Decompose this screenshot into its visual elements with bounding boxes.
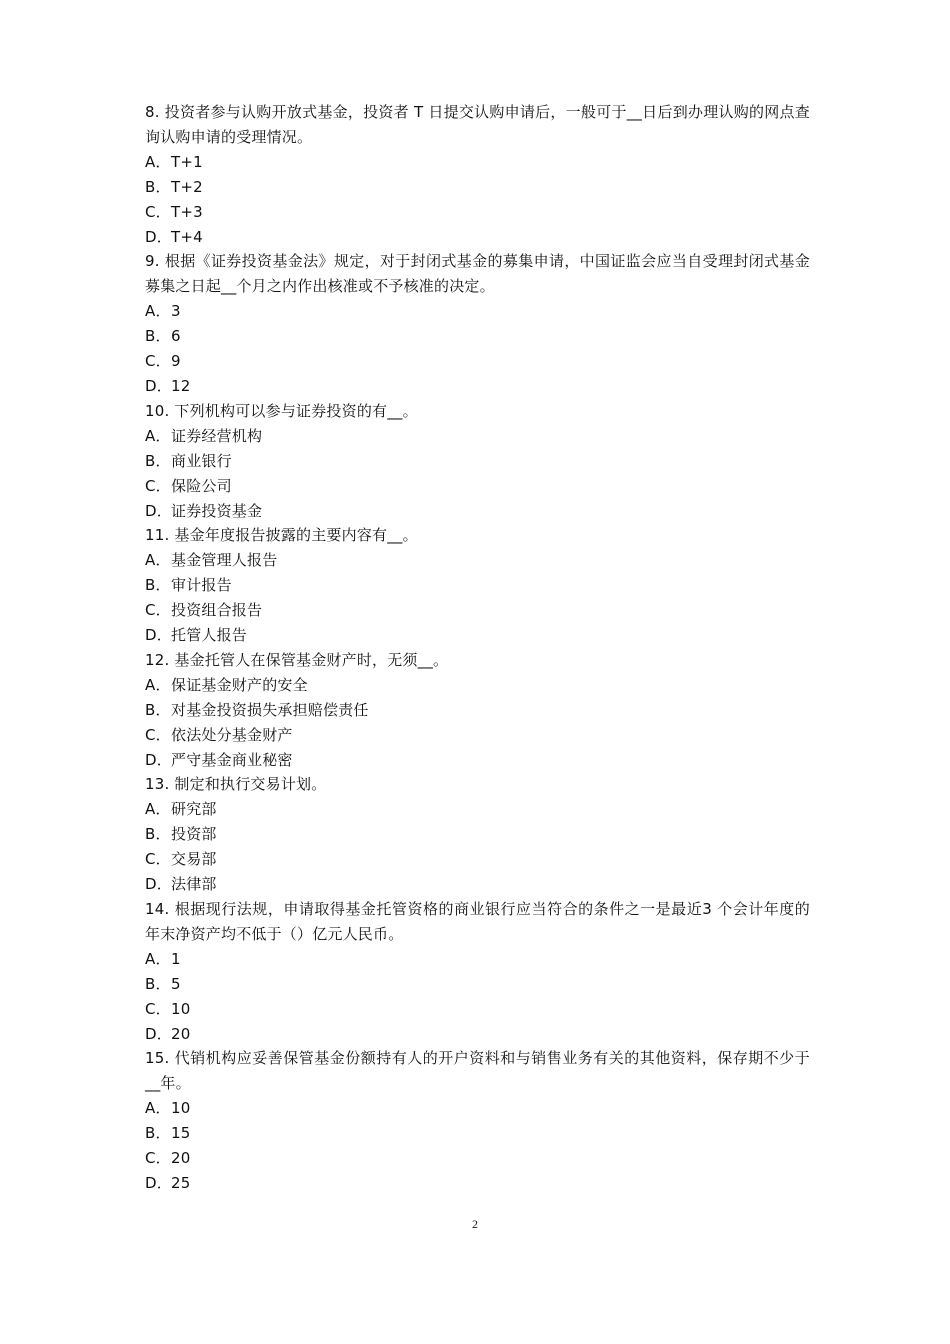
option-c (145, 200, 810, 225)
option-letter: A． (145, 426, 171, 445)
option-text: 20 (171, 1149, 191, 1168)
option-c (145, 1146, 810, 1171)
option-text: T+3 (171, 202, 203, 221)
option-letter: D． (145, 1173, 172, 1192)
option-d (145, 225, 810, 250)
option-b (145, 324, 810, 349)
option-letter: C． (145, 999, 171, 1018)
option-text: T+4 (171, 227, 203, 246)
option-b (145, 972, 810, 997)
question-stem: 14. 根据现行法规，申请取得基金托管资格的商业银行应当符合的条件之一是最近3 个会计年度的年末净资产均不低于（）亿元人民币。 (145, 900, 810, 943)
option-b (145, 698, 810, 723)
question-10 (145, 399, 810, 524)
option-letter: C． (145, 202, 171, 221)
option-c (145, 474, 810, 499)
question-stem: 15. 代销机构应妥善保管基金份额持有人的开户资料和与销售业务有关的其他资料，保存期不少于__年。 (145, 1049, 810, 1093)
option-a (145, 947, 810, 972)
option-c (145, 598, 810, 623)
option-letter: D． (145, 750, 172, 769)
option-text: 9 (171, 352, 181, 371)
option-text: 投资组合报告 (171, 601, 263, 620)
option-letter: C． (145, 601, 171, 620)
option-letter: A． (145, 675, 171, 694)
option-letter: D． (145, 875, 172, 894)
question-list (145, 100, 810, 1196)
option-text: 基金管理人报告 (171, 551, 278, 570)
question-12 (145, 648, 810, 773)
option-d (145, 623, 810, 648)
question-15 (145, 1046, 810, 1195)
option-letter: B． (145, 1124, 171, 1143)
option-b (145, 449, 810, 474)
option-text: 依法处分基金财产 (171, 725, 293, 744)
option-a (145, 424, 810, 449)
option-d (145, 1171, 810, 1196)
option-d (145, 748, 810, 773)
option-letter: A． (145, 152, 171, 171)
option-letter: B． (145, 576, 171, 595)
option-c (145, 349, 810, 374)
question-stem: 9. 根据《证券投资基金法》规定，对于封闭式基金的募集申请，中国证监会应当自受理封闭式基金募集之日起__个月之内作出核准或不予核准的决定。 (145, 252, 810, 296)
option-text: 3 (171, 302, 181, 321)
option-text: 保险公司 (171, 476, 232, 495)
option-letter: D． (145, 227, 172, 246)
question-9 (145, 249, 810, 398)
option-text: 证券经营机构 (171, 426, 263, 445)
option-text: 法律部 (171, 875, 217, 894)
option-text: T+2 (171, 177, 203, 196)
option-text: 投资部 (171, 825, 217, 844)
option-letter: A． (145, 1099, 171, 1118)
option-text: 商业银行 (171, 451, 232, 470)
option-letter: B． (145, 177, 171, 196)
question-stem: 8. 投资者参与认购开放式基金，投资者 T 日提交认购申请后，一般可于__日后到办理认购的网点查询认购申请的受理情况。 (145, 103, 810, 146)
option-letter: B． (145, 451, 171, 470)
option-text: 10 (171, 999, 191, 1018)
option-letter: B． (145, 825, 171, 844)
option-b (145, 573, 810, 598)
option-letter: C． (145, 725, 171, 744)
option-letter: A． (145, 551, 171, 570)
option-b (145, 1121, 810, 1146)
question-11 (145, 523, 810, 648)
option-text: 12 (171, 376, 191, 395)
option-a (145, 299, 810, 324)
option-text: 6 (171, 327, 181, 346)
option-letter: C． (145, 1149, 171, 1168)
option-letter: A． (145, 800, 171, 819)
option-d (145, 499, 810, 524)
option-a (145, 797, 810, 822)
option-text: 20 (171, 1024, 191, 1043)
question-14 (145, 897, 810, 1046)
option-c (145, 997, 810, 1022)
option-d (145, 374, 810, 399)
option-d (145, 1022, 810, 1047)
page-number: 2 (472, 1217, 478, 1231)
option-c (145, 723, 810, 748)
option-letter: B． (145, 974, 171, 993)
option-a (145, 673, 810, 698)
option-a (145, 548, 810, 573)
question-stem: 13. 制定和执行交易计划。 (145, 775, 327, 794)
option-letter: B． (145, 327, 171, 346)
option-text: 保证基金财产的安全 (171, 675, 308, 694)
option-letter: A． (145, 302, 171, 321)
option-text: 10 (171, 1099, 191, 1118)
option-a (145, 1096, 810, 1121)
option-letter: D． (145, 1024, 172, 1043)
option-letter: C． (145, 352, 171, 371)
option-letter: A． (145, 949, 171, 968)
option-letter: B． (145, 700, 171, 719)
option-d (145, 872, 810, 897)
option-text: T+1 (171, 152, 203, 171)
question-stem: 10. 下列机构可以参与证券投资的有__。 (145, 401, 418, 420)
option-text: 15 (171, 1124, 191, 1143)
option-letter: D． (145, 626, 172, 645)
question-8 (145, 100, 810, 249)
option-text: 对基金投资损失承担赔偿责任 (171, 700, 369, 719)
question-stem: 11. 基金年度报告披露的主要内容有__。 (145, 526, 418, 545)
option-text: 证券投资基金 (171, 501, 263, 520)
option-text: 交易部 (171, 850, 217, 869)
option-c (145, 847, 810, 872)
option-letter: D． (145, 376, 172, 395)
option-b (145, 822, 810, 847)
question-stem: 12. 基金托管人在保管基金财产时，无须__。 (145, 650, 449, 669)
option-b (145, 175, 810, 200)
question-13 (145, 772, 810, 897)
option-text: 研究部 (171, 800, 217, 819)
option-text: 1 (171, 949, 181, 968)
option-letter: C． (145, 476, 171, 495)
option-letter: C． (145, 850, 171, 869)
option-a (145, 150, 810, 175)
option-text: 25 (171, 1173, 191, 1192)
option-text: 审计报告 (171, 576, 232, 595)
option-text: 5 (171, 974, 181, 993)
option-text: 严守基金商业秘密 (171, 750, 293, 769)
option-letter: D． (145, 501, 172, 520)
option-text: 托管人报告 (171, 626, 248, 645)
